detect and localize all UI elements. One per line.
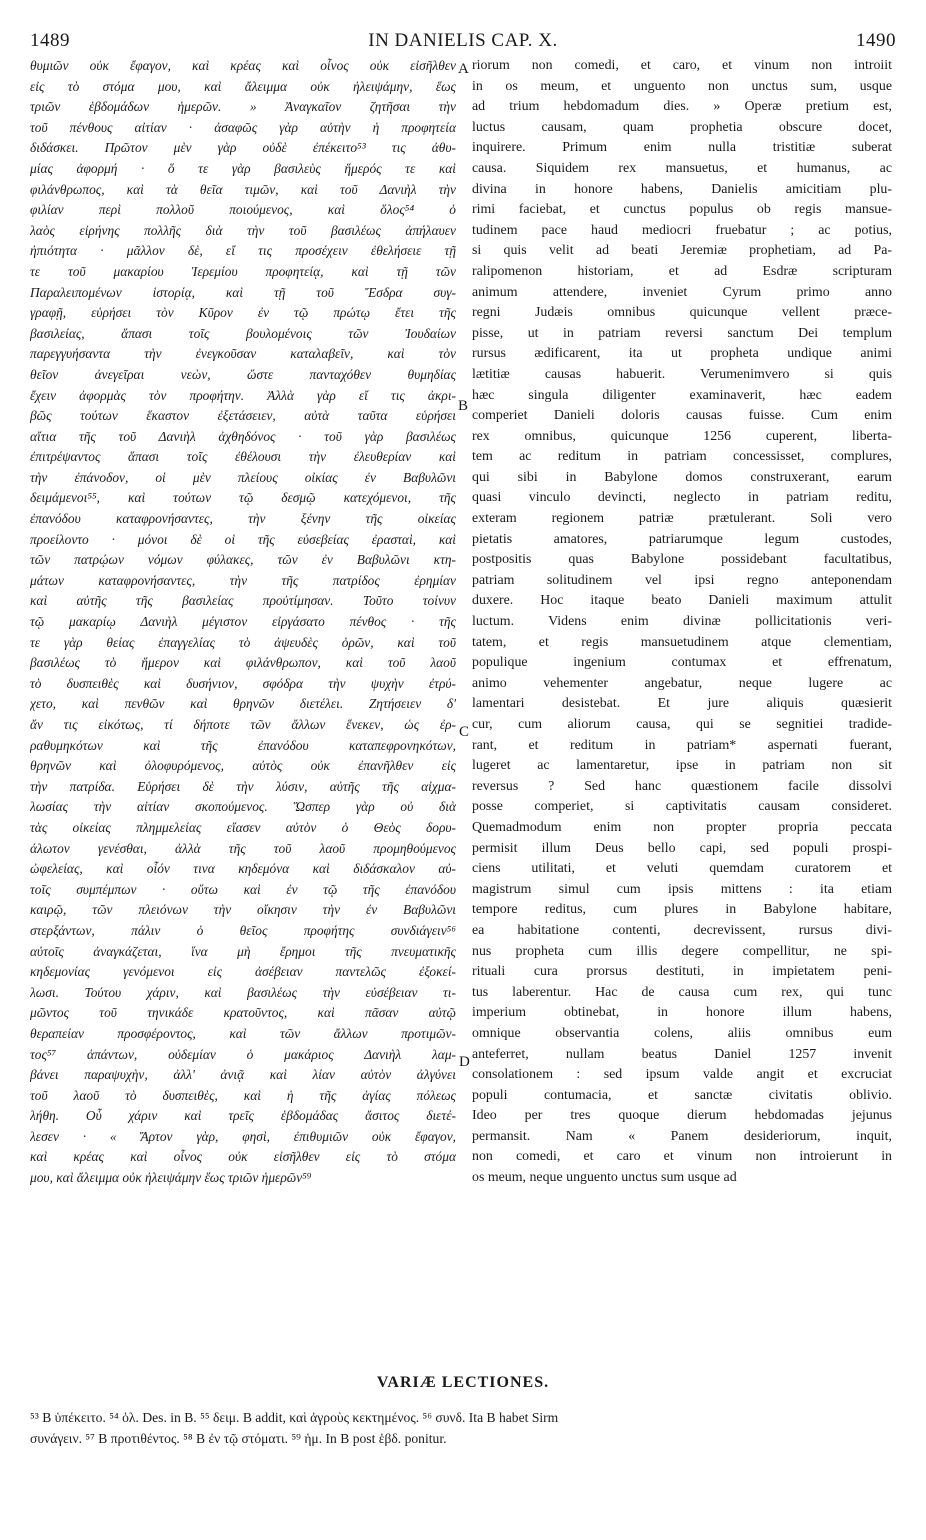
greek-text-line: φιλάνθρωπος, καὶ τὰ θεῖα τιμῶν, καὶ τοῦ Δανιὴλ τὴν	[30, 181, 456, 197]
variae-lectiones-heading: VARIÆ LECTIONES.	[376, 1374, 550, 1391]
latin-text-line: duxere. Hoc itaque beato Danieli maximum attulit	[472, 593, 892, 609]
greek-text-line: μίας ἀφορμή · ὅ τε γὰρ βασιλεὺς ἥμερός τε καὶ	[30, 160, 456, 176]
greek-text-line: ἔχειν ἀφορμὰς τὸν προφήτην. Ἀλλὰ γὰρ εἴ τις ἀκρι-	[30, 387, 456, 403]
latin-text-line: os meum, neque unguento unctus sum usque ad	[472, 1170, 737, 1186]
greek-text-line: μῶντος τοῦ τηνικάδε κρατοῦντος, καὶ πᾶσαν αὐτῷ	[30, 1005, 456, 1021]
greek-text-line: βασιλείας, ἅπασι τοῖς βουλομένοις τῶν Ἰουδαίων	[30, 325, 456, 341]
latin-text-line: lamentari desistebat. Et jure aliquis quæsierit	[472, 696, 892, 712]
latin-text-line: rant, et reditum in patriam* aspernati fuerant,	[472, 737, 892, 753]
section-marker-a: A	[458, 61, 469, 77]
latin-text-line: animum attendere, inveniet Cyrum primo anno	[472, 284, 892, 300]
latin-text-line: regni Judæis omnibus quicunque vellent præce-	[472, 305, 892, 321]
latin-text-line: rursus ædificarent, ita ut propheta undique animi	[472, 346, 892, 362]
latin-text-line: Ideo per tres quoque dierum hebdomadas jejunus	[472, 1108, 892, 1124]
greek-text-line: τοῦ λαοῦ τὸ δυσπειθὲς, καὶ ἡ τῆς ἁγίας πόλεως	[30, 1087, 456, 1103]
greek-text-line: ἐπιτρέψαντος ἅπασι τοῖς ἐθέλουσι τὴν ἐλευθερίαν καὶ	[30, 449, 456, 465]
greek-text-line: θεραπείαν προσφέροντος, καὶ τῶν ἄλλων προτιμῶν-	[30, 1025, 456, 1041]
latin-text-line: Quemadmodum enim non propter propria peccata	[472, 819, 892, 835]
greek-text-line: στερξάντων, πάλιν ὁ θεῖος προφήτης συνδιάγειν⁵⁶	[30, 922, 456, 938]
greek-text-line: αἴτια τῆς τοῦ Δανιὴλ ἀχθηδόνος · τοῦ γὰρ βασιλέως	[30, 428, 456, 444]
latin-text-line: tem ac reditum in patriam concessisset, complures,	[472, 449, 892, 465]
section-marker-b: B	[458, 398, 469, 414]
greek-text-line: αὐτοῖς ἀναγκάζεται, ἵνα μὴ ἔρημοι τῆς πνευματικῆς	[30, 943, 456, 959]
latin-text-line: populique ingenium contumax et effrenatum,	[472, 655, 892, 671]
latin-text-line: posse comperiet, si captivitatis causam consideret.	[472, 799, 892, 815]
page-title: IN DANIELIS CAP. X.	[368, 30, 558, 51]
greek-text-line: τε τοῦ μακαρίου Ἱερεμίου προφητείᾳ, καὶ τῇ τῶν	[30, 263, 456, 279]
greek-text-line: παρεγγυήσαντα τὴν ἐνεγκοῦσαν καταλαβεῖν, καὶ τὸν	[30, 346, 456, 362]
greek-text-line: γραφῇ, εὑρήσει τὸν Κῦρον ἐν τῷ πρώτῳ ἔτει τῆς	[30, 305, 456, 321]
greek-text-line: μου, καὶ ἄλειμμα οὐκ ἠλειψάμην ἕως τριῶν ἡμερῶν⁵⁹	[30, 1170, 312, 1186]
greek-text-line: βασιλέως τὸ ἥμερον καὶ φιλάνθρωπον, καὶ τοῦ λαοῦ	[30, 655, 456, 671]
greek-text-line: τῷ μακαρίῳ Δανιὴλ μέγιστον εἰργάσατο πένθος · τῆς	[30, 614, 456, 630]
latin-text-line: reversus ? Sed hanc quæstionem facile dissolvi	[472, 778, 892, 794]
latin-text-line: tatem, et regis mansuetudinem atque clementiam,	[472, 634, 892, 650]
footnote-line: συνάγειν. ⁵⁷ B προτιθέντος. ⁵⁸ B ἐν τῷ στόματι. ⁵⁹ ἡμ. In B post ἑβδ. ponitur.	[30, 1431, 447, 1446]
greek-text-line: διδάσκει. Πρῶτον μὲν γὰρ οὐδὲ ἐπέκειτο⁵³ τις ἀθυ-	[30, 140, 456, 156]
latin-text-line: tus laberentur. Hac de causa cum rex, qui tunc	[472, 984, 892, 1000]
latin-text-line: comperiet Danieli doloris causas fuisse. Cum enim	[472, 408, 892, 424]
greek-text-line: Παραλειπομένων ἱστορίᾳ, καὶ τῇ τοῦ Ἔσδρα συγ-	[30, 284, 456, 300]
footnote-line: ⁵³ B ὑπέκειτο. ⁵⁴ ὁλ. Des. in B. ⁵⁵ δειμ. B addit, καὶ ἀγροὺς κεκτημένος. ⁵⁶ συνδ. Ita B habet Sirm	[30, 1410, 559, 1425]
latin-column	[472, 56, 892, 1189]
greek-text-line: βῶς τούτων ἕκαστον ἐξετάσειεν, αὐτὰ ταῦτα εὑρήσει	[30, 408, 456, 424]
latin-text-line: cur, cum aliorum causa, qui se segnitiei tradide-	[472, 717, 892, 732]
latin-text-line: exteram regionem patriæ prætulerant. Soli vero	[472, 511, 892, 527]
latin-text-line: permisit illum Deus bello capi, sed populi prospi-	[472, 840, 892, 856]
latin-text-line: magistrum simul cum ipsis mittens : ita etiam	[472, 881, 892, 897]
latin-text-line: animo vehementer angebatur, neque lugere ac	[472, 675, 892, 691]
greek-text-line: τοῖς συμπέμπων · οὕτω καὶ ἐν τῷ τῆς ἐπανόδου	[30, 881, 456, 897]
latin-text-line: in os meum, et unguento non unctus sum, usque	[472, 78, 892, 94]
page-number-right: 1490	[856, 30, 896, 51]
latin-text-line: luctum. Videns enim divinæ pollicitationis veri-	[472, 614, 892, 630]
greek-text-line: τριῶν ἑβδομάδων ἡμερῶν. » Ἀναγκαῖον ζητῆσαι τὴν	[30, 99, 456, 115]
greek-text-line: θυμιῶν οὐκ ἔφαγον, καὶ κρέας καὶ οἶνος οὐκ εἰσῆλθεν	[30, 58, 456, 73]
greek-text-line: τὴν ἐπάνοδον, οἱ μὲν πλείους οἰκίας ἐν Βαβυλῶνι	[30, 469, 456, 485]
latin-text-line: rituali cura prorsus destituti, in impietatem peni-	[472, 964, 892, 980]
latin-text-line: ralipomenon historiam, et ad Esdræ scripturam	[472, 263, 892, 279]
section-marker-c: C	[459, 724, 470, 740]
greek-text-line: λωσι. Τούτου χάριν, καὶ βασιλέως τὴν εὐσέβειαν τι-	[30, 984, 456, 1000]
greek-text-line: καιρῷ, τῶν πλειόνων τὴν οἴκησιν τὴν ἐν Βαβυλῶνι	[30, 902, 456, 918]
latin-text-line: tempore reditus, cum plures in Babylone habitare,	[472, 902, 892, 918]
latin-text-line: causa. Siquidem rex mansuetus, et humanus, ac	[472, 160, 892, 176]
greek-text-line: ραθυμηκότων καὶ τῆς ἐπανόδου καταπεφρονηκότων,	[30, 737, 456, 753]
greek-text-line: τος⁵⁷ ἁπάντων, οὐδεμίαν ὁ μακάριος Δανιὴλ λαμ-	[30, 1046, 456, 1062]
greek-text-line: χετο, καὶ πενθῶν καὶ θρηνῶν διετέλει. Ζητήσειεν δ'	[30, 696, 456, 712]
latin-text-line: imperium obtinebat, in honore illum habens,	[472, 1005, 892, 1021]
greek-text-line: λήθη. Οὗ χάριν καὶ τρεῖς ἑβδομάδας ἄσιτος διετέ-	[30, 1108, 456, 1124]
latin-text-line: ea habitatione contenti, decrevissent, rursus divi-	[472, 922, 892, 938]
latin-text-line: populi contumacia, et sanctæ civitatis oblivio.	[472, 1087, 892, 1103]
page-number-left: 1489	[30, 30, 70, 51]
latin-text-line: tudinem pace haud mediocri fruebatur ; ac potius,	[472, 222, 892, 238]
latin-text-line: consolationem : sed ipsum valde angit et excruciat	[472, 1067, 892, 1083]
greek-text-line: ἐπανόδου καταφρονήσαντες, τὴν ξένην τῆς οἰκείας	[30, 511, 456, 527]
greek-text-line: τῶν πατρῴων νόμων φύλακες, τῶν ἐν Βαβυλῶνι κτη-	[30, 552, 456, 568]
greek-text-line: τοῦ πένθους αἰτίαν · ἀσαφῶς γὰρ αὐτὴν ἡ προφητεία	[30, 119, 456, 135]
greek-text-line: μάτων καταφρονήσαντες, τὴν τῆς πατρίδος ἐρημίαν	[30, 572, 456, 588]
latin-text-line: riorum non comedi, et caro, et vinum non introiit	[472, 58, 892, 73]
greek-text-line: ἠπιότητα · μᾶλλον δὲ, εἴ τις προσέχειν ἐθελήσειε τῇ	[30, 243, 456, 259]
latin-text-line: si quis velit ad beati Jeremiæ prophetiam, ad Pa-	[472, 243, 892, 259]
greek-text-line: φιλίαν περὶ πολλοῦ ποιούμενος, καὶ ὅλος⁵⁴ ὁ	[30, 202, 456, 218]
latin-text-line: qui sibi in Babylone domos construxerant, earum	[472, 469, 892, 485]
greek-text-line: άλωτον γενέσθαι, ἀλλὰ τῆς τοῦ λαοῦ προμηθούμενος	[30, 840, 456, 856]
latin-text-line: non comedi, et caro et vinum non introierunt in	[472, 1149, 892, 1165]
greek-text-line: κηδεμονίας γενόμενοι εἰς ἀσέβειαν παντελῶς ἐξοκεί-	[30, 964, 456, 980]
latin-text-line: rimi faciebat, et cunctus populus ob regis mansue-	[472, 202, 892, 218]
latin-text-line: patriam solitudinem vel ipsi regno anteponendam	[472, 572, 892, 588]
latin-text-line: ciens utilitati, et veluti quemdam curatorem et	[472, 861, 892, 877]
greek-text-line: λεσεν · « Ἄρτον γὰρ, φησὶ, ἐπιθυμιῶν οὐκ ἔφαγον,	[30, 1128, 456, 1144]
latin-text-line: omnique observantia colens, aliis omnibus eum	[472, 1025, 892, 1041]
latin-text-line: hæc singula diligenter examinaverit, hæc eadem	[472, 387, 892, 403]
greek-text-line: λαὸς εἰρήνης πολλῆς διὰ τὴν τοῦ βασιλέως ἀπήλαυεν	[30, 222, 456, 238]
latin-text-line: permansit. Nam « Panem desideriorum, inquit,	[472, 1128, 892, 1144]
greek-text-line: τὴν πατρίδα. Εὑρήσει δὲ τὴν λύσιν, αὐτῆς τῆς αἰχμα-	[30, 778, 456, 794]
latin-text-line: inquirere. Primum enim nulla tristitiæ suberat	[472, 140, 892, 156]
greek-text-line: τὸ δυσπειθὲς καὶ δυσήνιον, σφόδρα τὴν ψυχὴν ἐτρύ-	[30, 675, 456, 691]
latin-text-line: quasi vinculo devincti, neglecto in patriam reditu,	[472, 490, 892, 506]
latin-text-line: postpositis quas Babylone possidebant facultatibus,	[472, 552, 892, 568]
section-marker-d: D	[459, 1054, 470, 1070]
greek-text-line: τὰς οἰκείας πλημμελείας εἴασεν αὐτὸν ὁ Θεὸς δορυ-	[30, 819, 456, 835]
greek-text-line: ἄν τις εἰκότως, τί δήποτε τῶν ἄλλων ἕνεκεν, ὡς ἐρ-	[30, 717, 456, 732]
greek-text-line: λωσίας τὴν αἰτίαν σκοπούμενος. Ὥσπερ γὰρ οὐ διὰ	[30, 799, 456, 815]
greek-text-line: εἰς τὸ στόμα μου, καὶ ἄλειμμα οὐκ ἠλειψάμην, ἕως	[30, 78, 456, 94]
latin-text-line: luctus causam, quam prophetia obscure docet,	[472, 119, 892, 135]
greek-text-line: ὠφελείας, καὶ οἷόν τινα κηδεμόνα καὶ διδάσκαλον αὐ-	[30, 861, 456, 877]
greek-text-line: καὶ αὐτῆς τῆς βασιλείας προὐτίμησαν. Τοῦτο τοίνυν	[30, 593, 456, 609]
latin-text-line: rex omnibus, quicunque 1256 cuperent, liberta-	[472, 428, 892, 444]
latin-text-line: divina in honore habens, Danielis amicitiam plu-	[472, 181, 892, 197]
latin-text-line: ad trium hebdomadum dies. » Operæ pretium est,	[472, 99, 892, 115]
latin-text-line: lugeret ac lamentaretur, ipse in patriam non sit	[472, 758, 892, 774]
latin-text-line: nus propheta cum illis degere compellitur, ne spi-	[472, 943, 892, 959]
latin-text-line: pisse, ut in patriam reversi sanctum Dei templum	[472, 325, 892, 341]
greek-text-line: καὶ κρέας καὶ οἶνος οὐκ εἰσῆλθεν εἰς τὸ στόμα	[30, 1149, 456, 1165]
greek-text-line: βάνει παραψυχὴν, ἀλλ' ἀνιᾷ καὶ λίαν αὐτὸν ἀλγύνει	[30, 1067, 456, 1083]
latin-text-line: lætitiæ causas habuerit. Verumenimvero si quis	[472, 366, 892, 382]
footnotes	[30, 1407, 900, 1449]
latin-text-line: anteferret, nullam beatus Daniel 1257 invenit	[472, 1046, 892, 1062]
greek-column	[30, 56, 456, 1189]
greek-text-line: θρηνῶν καὶ ὀλοφυρόμενος, αὐτὸς οὐκ ἐπανῆλθεν εἰς	[30, 758, 456, 774]
greek-text-line: προείλοντο · μόνοι δὲ οἱ τῆς εὐσεβείας ἐρασταὶ, καὶ	[30, 531, 456, 547]
running-header	[30, 30, 896, 56]
latin-text-line: pietatis amatores, patriarumque legum custodes,	[472, 531, 892, 547]
greek-text-line: δειμάμενοι⁵⁵, καὶ τούτων τῷ δεσμῷ κατεχόμενοι, τῆς	[30, 490, 456, 506]
greek-text-line: θεῖον ἀνεγεῖραι νεὼν, ὥστε πανταχόθεν θυμηδίας	[30, 366, 456, 382]
greek-text-line: τε γὰρ θείας ἐπαγγελίας τὸ ἀψευδὲς ὁρῶν, καὶ τοῦ	[30, 634, 456, 650]
